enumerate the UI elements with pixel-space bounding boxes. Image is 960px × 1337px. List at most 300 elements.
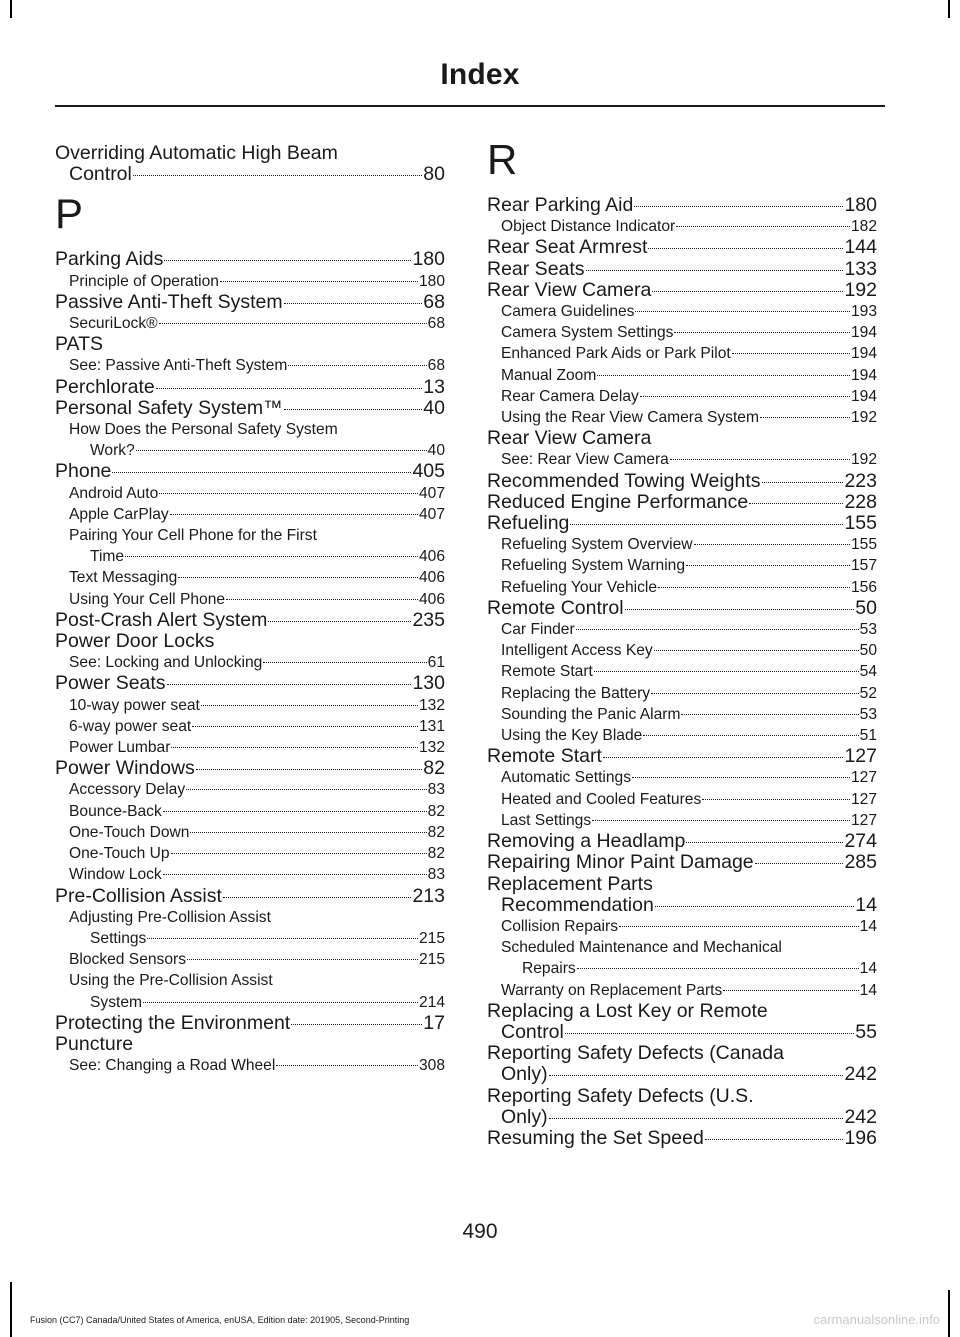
page-reference: 82 — [427, 845, 445, 863]
page-reference: 406 — [418, 548, 445, 566]
entry-text: See: Rear View Camera — [501, 451, 669, 469]
page-reference: 50 — [859, 642, 877, 660]
page-reference: 40 — [427, 442, 445, 460]
page-reference: 407 — [418, 484, 445, 502]
dot-leader — [190, 832, 426, 833]
dot-leader — [159, 493, 418, 494]
entry-text: Rear Seat Armrest — [487, 236, 648, 259]
dot-leader — [723, 990, 858, 991]
dot-leader — [170, 514, 418, 515]
page-reference: 274 — [844, 830, 877, 853]
index-subentry — [487, 619, 877, 640]
header-divider — [55, 105, 885, 107]
entry-text: Control — [69, 163, 132, 186]
section-letter: P — [55, 190, 84, 238]
dot-leader — [686, 842, 843, 843]
dot-leader — [136, 450, 427, 451]
page-reference: 14 — [855, 893, 877, 916]
index-entry — [55, 610, 445, 631]
index-subentry — [55, 801, 445, 822]
page-reference: 127 — [844, 745, 877, 768]
dot-leader — [670, 459, 850, 460]
entry-text: Phone — [55, 460, 112, 483]
index-subentry — [55, 1055, 445, 1076]
entry-text: Using the Rear View Camera System — [501, 409, 759, 427]
crop-mark-bottom-left — [10, 1282, 12, 1337]
index-column-right — [487, 136, 877, 1149]
dot-leader — [288, 365, 426, 366]
entry-text: Heated and Cooled Features — [501, 790, 702, 808]
entry-text: Power Lumbar — [69, 739, 171, 757]
index-subentry — [487, 810, 877, 831]
entry-text: Collision Repairs — [501, 917, 618, 935]
page-reference: 242 — [844, 1063, 877, 1086]
dot-leader — [284, 409, 423, 410]
dot-leader — [603, 757, 844, 758]
entry-text: Power Door Locks — [55, 630, 215, 653]
entry-text: Pre-Collision Assist — [55, 884, 222, 907]
entry-text: Personal Safety System™ — [55, 396, 283, 419]
edition-footer: Fusion (CC7) Canada/United States of America, enUSA, Edition date: 201905, Second-Printing — [30, 1315, 410, 1325]
index-entry — [55, 461, 445, 482]
index-subentry — [55, 822, 445, 843]
entry-text: Power Seats — [55, 672, 166, 695]
dot-leader — [655, 906, 854, 907]
page-reference: 127 — [850, 811, 877, 829]
dot-leader — [640, 396, 850, 397]
entry-text: Rear View Camera — [487, 278, 652, 301]
dot-leader — [112, 472, 411, 473]
index-subentry — [487, 916, 877, 937]
page-reference: 68 — [423, 290, 445, 313]
dot-leader — [702, 799, 850, 800]
entry-text: See: Locking and Unlocking — [69, 654, 263, 672]
entry-text: Control — [501, 1020, 564, 1043]
page-reference: 157 — [850, 557, 877, 575]
page-reference: 13 — [423, 375, 445, 398]
page-reference: 194 — [850, 387, 877, 405]
index-subentry — [55, 970, 445, 1012]
dot-leader — [732, 353, 850, 354]
index-column-left — [55, 143, 445, 1076]
entry-text: Manual Zoom — [501, 366, 597, 384]
dot-leader — [686, 565, 850, 566]
entry-text: Recommended Towing Weights — [487, 469, 761, 492]
dot-leader — [549, 1118, 844, 1119]
page-reference: 196 — [844, 1126, 877, 1149]
index-entry — [55, 1034, 445, 1055]
entry-text: Only) — [501, 1063, 548, 1086]
dot-leader — [648, 248, 843, 249]
dot-leader — [576, 629, 859, 630]
entry-text: Reporting Safety Defects (U.S. — [487, 1084, 754, 1107]
entry-text: Rear Parking Aid — [487, 194, 634, 216]
dot-leader — [694, 544, 850, 545]
page-reference: 223 — [844, 469, 877, 492]
index-subentry — [487, 534, 877, 555]
page-reference: 156 — [850, 578, 877, 596]
entry-text: Using the Pre-Collision Assist — [69, 972, 273, 990]
page-reference: 83 — [427, 866, 445, 884]
page-reference: 132 — [418, 696, 445, 714]
index-entry — [55, 377, 445, 398]
index-subentry — [55, 843, 445, 864]
index-subentry — [487, 725, 877, 746]
page-reference: 68 — [427, 315, 445, 333]
dot-leader — [164, 260, 411, 261]
entry-text: Remote Start — [487, 745, 602, 768]
index-subentry — [55, 271, 445, 292]
index-entry — [487, 280, 877, 301]
page-reference: 407 — [418, 505, 445, 523]
page-reference: 51 — [859, 727, 877, 745]
index-entry — [55, 1013, 445, 1034]
index-entry — [55, 143, 445, 185]
dot-leader — [133, 175, 422, 176]
page-reference: 83 — [427, 781, 445, 799]
index-entry — [55, 631, 445, 652]
index-subentry — [55, 567, 445, 588]
entry-text: Enhanced Park Aids or Park Pilot — [501, 345, 731, 363]
dot-leader — [268, 621, 411, 622]
page-reference: 194 — [850, 324, 877, 342]
index-subentry — [487, 216, 877, 237]
page-reference: 50 — [855, 596, 877, 619]
entry-text: Perchlorate — [55, 375, 155, 398]
entry-text: Puncture — [55, 1032, 134, 1055]
dot-leader — [676, 226, 850, 227]
index-subentry — [55, 652, 445, 673]
crop-mark-top-right — [948, 0, 950, 18]
index-subentry — [487, 365, 877, 386]
index-entry — [487, 492, 877, 513]
entry-text: Bounce-Back — [69, 802, 162, 820]
page-reference: 180 — [418, 272, 445, 290]
dot-leader — [658, 587, 850, 588]
dot-leader — [634, 206, 843, 207]
page-reference: 54 — [859, 663, 877, 681]
index-entry — [487, 1128, 877, 1149]
index-entry — [55, 398, 445, 419]
entry-text: One-Touch Up — [69, 845, 170, 863]
dot-leader — [652, 291, 843, 292]
page-reference: 133 — [844, 257, 877, 280]
entry-text: Replacement Parts — [487, 872, 653, 895]
page-reference: 182 — [850, 218, 877, 236]
index-subentry — [487, 789, 877, 810]
page-reference: 132 — [418, 739, 445, 757]
entry-text: Resuming the Set Speed — [487, 1126, 704, 1149]
index-entry — [487, 471, 877, 492]
entry-text: Overriding Automatic High Beam — [55, 142, 338, 164]
dot-leader — [619, 926, 859, 927]
dot-leader — [186, 789, 427, 790]
index-entry — [487, 598, 877, 619]
index-subentry — [487, 683, 877, 704]
dot-leader — [178, 577, 418, 578]
entry-text: Accessory Delay — [69, 781, 186, 799]
page-reference: 80 — [423, 163, 445, 186]
entry-text: Sounding the Panic Alarm — [501, 705, 681, 723]
entry-text: SecuriLock® — [69, 315, 158, 333]
dot-leader — [156, 388, 423, 389]
entry-text: Android Auto — [69, 484, 159, 502]
index-entry — [55, 292, 445, 313]
dot-leader — [762, 482, 844, 483]
entry-text: Protecting the Environment — [55, 1011, 291, 1034]
dot-leader — [220, 281, 418, 282]
dot-leader — [635, 311, 849, 312]
entry-text: Blocked Sensors — [69, 951, 187, 969]
index-entry — [487, 428, 877, 449]
entry-text: Remote Start — [501, 663, 593, 681]
index-entry — [55, 886, 445, 907]
entry-text: Parking Aids — [55, 248, 164, 271]
dot-leader — [651, 693, 859, 694]
index-subentry — [487, 577, 877, 598]
entry-text: Camera Guidelines — [501, 303, 635, 321]
section-letter: R — [487, 136, 518, 183]
page-reference: 155 — [844, 512, 877, 535]
dot-leader — [749, 503, 843, 504]
entry-text: Principle of Operation — [69, 272, 219, 290]
dot-leader — [163, 811, 427, 812]
dot-leader — [263, 662, 426, 663]
page-reference: 194 — [850, 366, 877, 384]
page-number: 490 — [462, 1220, 498, 1243]
crop-mark-top-left — [10, 0, 12, 18]
index-subentry — [55, 483, 445, 504]
dot-leader — [226, 599, 418, 600]
entry-text: Work? — [90, 442, 135, 460]
dot-leader — [159, 323, 427, 324]
index-subentry — [55, 907, 445, 949]
entry-text: Rear Seats — [487, 257, 585, 280]
index-subentry — [487, 937, 877, 979]
dot-leader — [632, 777, 850, 778]
page-reference: 192 — [850, 409, 877, 427]
entry-text: Scheduled Maintenance and Mechanical — [501, 939, 782, 957]
page-reference: 68 — [427, 357, 445, 375]
index-entry — [55, 758, 445, 779]
entry-text: 10-way power seat — [69, 696, 200, 714]
entry-text: Apple CarPlay — [69, 505, 169, 523]
entry-text: Window Lock — [69, 866, 162, 884]
dot-leader — [577, 968, 859, 969]
entry-text: Rear View Camera — [487, 427, 652, 450]
dot-leader — [643, 735, 858, 736]
page-reference: 53 — [859, 705, 877, 723]
page-reference: 285 — [844, 851, 877, 874]
entry-text: How Does the Personal Safety System — [69, 421, 338, 439]
entry-text: PATS — [55, 333, 104, 356]
index-subentry — [55, 355, 445, 376]
entry-text: Removing a Headlamp — [487, 830, 686, 853]
index-entry — [487, 1086, 877, 1128]
page-reference: 127 — [850, 790, 877, 808]
index-entry — [487, 259, 877, 280]
index-subentry — [487, 343, 877, 364]
index-subentry — [487, 449, 877, 470]
entry-text: Adjusting Pre-Collision Assist — [69, 908, 271, 926]
page-reference: 14 — [859, 917, 877, 935]
entry-text: Refueling Your Vehicle — [501, 578, 658, 596]
page-reference: 242 — [844, 1105, 877, 1128]
page-reference: 308 — [418, 1057, 445, 1075]
page-reference: 193 — [850, 303, 877, 321]
page-reference: 406 — [418, 569, 445, 587]
page-reference: 192 — [850, 451, 877, 469]
entry-text: Using Your Cell Phone — [69, 590, 226, 608]
dot-leader — [187, 959, 418, 960]
index-subentry — [55, 864, 445, 885]
entry-text: 6-way power seat — [69, 717, 192, 735]
page-reference: 52 — [859, 684, 877, 702]
entry-text: See: Passive Anti-Theft System — [69, 357, 288, 375]
entry-text: Only) — [501, 1105, 548, 1128]
dot-leader — [125, 556, 418, 557]
dot-leader — [594, 671, 859, 672]
entry-text: Post-Crash Alert System — [55, 608, 268, 631]
page-reference: 144 — [844, 236, 877, 259]
entry-text: Intelligent Access Key — [501, 642, 653, 660]
page-reference: 213 — [412, 884, 445, 907]
page-reference: 215 — [418, 951, 445, 969]
entry-text: Power Windows — [55, 757, 195, 780]
index-subentry — [487, 661, 877, 682]
page-reference: 228 — [844, 490, 877, 513]
index-subentry — [487, 640, 877, 661]
page-reference: 40 — [423, 396, 445, 419]
page-reference: 61 — [427, 654, 445, 672]
entry-text: Warranty on Replacement Parts — [501, 981, 723, 999]
entry-text: Reduced Engine Performance — [487, 490, 749, 513]
index-subentry — [487, 980, 877, 1001]
index-subentry — [487, 407, 877, 428]
page-title: Index — [440, 58, 520, 91]
index-entry — [487, 874, 877, 916]
entry-text: Settings — [90, 929, 147, 947]
entry-text: Refueling — [487, 512, 570, 535]
index-subentry — [55, 949, 445, 970]
page-reference: 406 — [418, 590, 445, 608]
index-subentry — [55, 737, 445, 758]
dot-leader — [654, 650, 859, 651]
dot-leader — [201, 705, 418, 706]
entry-text: One-Touch Down — [69, 823, 190, 841]
index-subentry — [55, 419, 445, 461]
entry-text: Camera System Settings — [501, 324, 674, 342]
page-reference: 235 — [412, 608, 445, 631]
page-reference: 215 — [418, 929, 445, 947]
entry-text: Passive Anti-Theft System — [55, 290, 283, 313]
page-reference: 155 — [850, 536, 877, 554]
entry-text: Replacing the Battery — [501, 684, 651, 702]
index-subentry — [55, 716, 445, 737]
dot-leader — [284, 303, 423, 304]
entry-text: Reporting Safety Defects (Canada — [487, 1042, 784, 1065]
index-entry — [487, 746, 877, 767]
index-subentry — [55, 589, 445, 610]
index-entry — [487, 1001, 877, 1043]
index-subentry — [55, 504, 445, 525]
page-reference: 130 — [412, 672, 445, 695]
dot-leader — [223, 897, 412, 898]
dot-leader — [586, 270, 844, 271]
index-entry — [55, 249, 445, 270]
page-reference: 127 — [850, 769, 877, 787]
dot-leader — [167, 684, 412, 685]
entry-text: Refueling System Overview — [501, 536, 693, 554]
index-entry — [55, 673, 445, 694]
index-subentry — [55, 525, 445, 567]
index-subentry — [487, 704, 877, 725]
index-subentry — [55, 779, 445, 800]
dot-leader — [592, 820, 850, 821]
index-subentry — [487, 555, 877, 576]
dot-leader — [625, 609, 855, 610]
page-reference: 405 — [412, 460, 445, 483]
entry-text: Automatic Settings — [501, 769, 632, 787]
crop-mark-bottom-right — [948, 1290, 950, 1337]
index-entry — [487, 852, 877, 873]
entry-text: Refueling System Warning — [501, 557, 686, 575]
page-reference: 180 — [412, 248, 445, 271]
entry-text: Recommendation — [501, 893, 654, 916]
entry-text: See: Changing a Road Wheel — [69, 1057, 276, 1075]
dot-leader — [171, 747, 418, 748]
index-entry — [487, 513, 877, 534]
page-reference: 82 — [423, 757, 445, 780]
index-entry — [487, 237, 877, 258]
dot-leader — [276, 1065, 418, 1066]
entry-text: Rear Camera Delay — [501, 387, 639, 405]
page-reference: 131 — [418, 717, 445, 735]
page-reference: 17 — [423, 1011, 445, 1034]
entry-text: System — [90, 993, 142, 1011]
entry-text: Remote Control — [487, 596, 624, 619]
entry-text: Last Settings — [501, 811, 592, 829]
page-reference: 14 — [859, 960, 877, 978]
page-reference: 14 — [859, 981, 877, 999]
index-entry — [487, 195, 877, 216]
page-reference: 214 — [418, 993, 445, 1011]
dot-leader — [549, 1075, 844, 1076]
dot-leader — [196, 769, 423, 770]
watermark: carmanualsonline.info — [813, 1312, 940, 1327]
dot-leader — [291, 1024, 422, 1025]
dot-leader — [755, 863, 844, 864]
index-subentry — [55, 695, 445, 716]
page-reference: 192 — [844, 278, 877, 301]
index-entry — [55, 334, 445, 355]
dot-leader — [192, 726, 418, 727]
page-reference: 82 — [427, 802, 445, 820]
index-subentry — [55, 313, 445, 334]
dot-leader — [597, 375, 850, 376]
entry-text: Text Messaging — [69, 569, 178, 587]
entry-text: Object Distance Indicator — [501, 218, 676, 236]
dot-leader — [565, 1033, 854, 1034]
page-reference: 82 — [427, 823, 445, 841]
page-reference: 194 — [850, 345, 877, 363]
entry-text: Using the Key Blade — [501, 727, 643, 745]
page-reference: 180 — [844, 194, 877, 216]
dot-leader — [760, 417, 850, 418]
index-subentry — [487, 301, 877, 322]
entry-text: Repairing Minor Paint Damage — [487, 851, 754, 874]
entry-text: Pairing Your Cell Phone for the First — [69, 527, 317, 545]
